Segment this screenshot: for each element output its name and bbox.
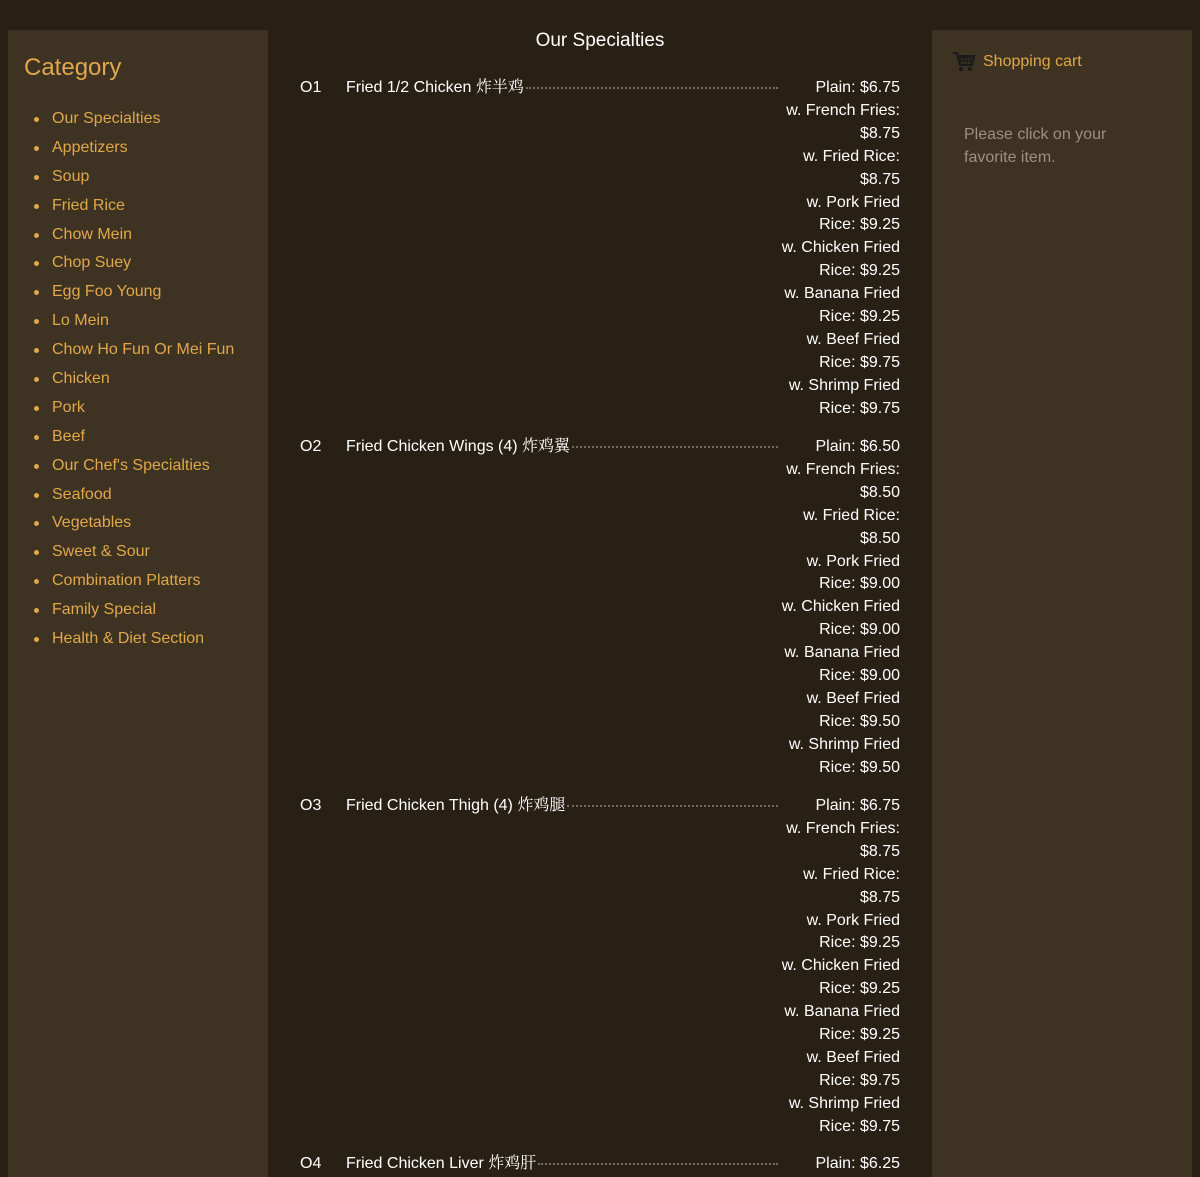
price-line: Rice: $9.25 [819,308,900,326]
price-line: $8.75 [859,888,900,906]
price-line: w. Fried Rice: [803,865,900,883]
price-line: Rice: $9.75 [819,1117,900,1135]
price-line: w. Beef Fried [806,330,900,348]
price-line: w. Pork Fried [806,552,900,570]
item-code: O4 [300,1155,322,1172]
category-item[interactable]: Appetizers [52,137,234,166]
item-code: O3 [300,797,322,814]
price-line: w. Beef Fried [806,689,900,707]
item-code: O1 [300,79,322,96]
item-code: O2 [300,438,322,455]
menu-section [268,30,932,1177]
category-item[interactable]: Fried Rice [52,195,234,224]
price-line: w. Fried Rice: [803,506,900,524]
shopping-cart-link[interactable]: Shopping cart [983,53,1082,70]
shopping-cart-icon [952,51,976,73]
price-line: w. Chicken Fried [781,239,900,257]
price-line: w. Pork Fried [806,193,900,211]
price-line: $8.75 [859,124,900,142]
category-title: Category [24,54,122,81]
item-name[interactable]: Fried Chicken Liver 炸鸡肝 [346,1155,537,1172]
category-sidebar [8,30,268,1177]
category-item[interactable]: Chicken [52,368,234,397]
price-line: w. Fried Rice: [803,147,900,165]
dot-leader [526,77,778,89]
price-line: w. French Fries: [786,819,900,837]
price-line: Rice: $9.75 [819,1071,900,1089]
price-line: w. Pork Fried [806,911,900,929]
category-item[interactable]: Chow Ho Fun Or Mei Fun [52,339,234,368]
price-line: w. Shrimp Fried [788,376,900,394]
price-line: $8.50 [859,529,900,547]
price-line: $8.50 [859,483,900,501]
dot-leader [572,436,778,448]
price-line: Rice: $9.00 [819,667,900,685]
category-item[interactable]: Sweet & Sour [52,541,234,570]
item-prices [776,77,900,421]
category-item[interactable]: Chow Mein [52,224,234,253]
category-item[interactable]: Egg Foo Young [52,281,234,310]
price-line: w. Banana Fried [784,285,900,303]
price-line: $8.75 [859,170,900,188]
item-name[interactable]: Fried Chicken Thigh (4) 炸鸡腿 [346,797,566,814]
price-line: Rice: $9.75 [819,353,900,371]
category-item[interactable]: Combination Platters [52,570,234,599]
shopping-cart-header[interactable] [952,50,1082,74]
cart-empty-hint: Please click on your favorite item. [964,126,1107,166]
price-line: Rice: $9.25 [819,1026,900,1044]
price-line: Rice: $9.25 [819,980,900,998]
price-line: Rice: $9.00 [819,575,900,593]
category-item[interactable]: Lo Mein [52,310,234,339]
price-line: Rice: $9.25 [819,934,900,952]
price-line: Plain: $6.75 [815,797,900,814]
price-line: Plain: $6.75 [815,79,900,96]
category-item[interactable]: Health & Diet Section [52,628,234,657]
category-item[interactable]: Our Specialties [52,108,234,137]
price-line: Rice: $9.50 [819,758,900,776]
price-line: Rice: $9.00 [819,621,900,639]
dot-leader [538,1153,778,1165]
price-line: w. Banana Fried [784,644,900,662]
price-line: w. French Fries: [786,101,900,119]
price-line: w. Chicken Fried [781,598,900,616]
category-item[interactable]: Family Special [52,599,234,628]
price-line: Plain: $6.50 [815,438,900,455]
price-line: w. Beef Fried [806,1048,900,1066]
item-prices [776,436,900,780]
price-line: Rice: $9.25 [819,262,900,280]
category-item[interactable]: Beef [52,426,234,455]
category-item[interactable]: Chop Suey [52,252,234,281]
shopping-cart-panel [932,30,1192,1177]
price-line: w. French Fries: [786,460,900,478]
price-line: Rice: $9.25 [819,216,900,234]
price-line: w. Banana Fried [784,1003,900,1021]
price-line: Plain: $6.25 [815,1155,900,1172]
price-line: $8.75 [859,842,900,860]
item-name[interactable]: Fried 1/2 Chicken 炸半鸡 [346,79,524,96]
price-line: Rice: $9.75 [819,399,900,417]
category-item[interactable]: Pork [52,397,234,426]
category-item[interactable]: Seafood [52,484,234,513]
category-item[interactable]: Soup [52,166,234,195]
price-line: w. Shrimp Fried [788,1094,900,1112]
category-item[interactable]: Our Chef's Specialties [52,455,234,484]
item-name[interactable]: Fried Chicken Wings (4) 炸鸡翼 [346,438,571,455]
dot-leader [567,795,778,807]
category-list [52,108,234,657]
price-line: Rice: $9.50 [819,712,900,730]
item-prices [776,795,900,1139]
item-prices [776,1153,900,1176]
category-item[interactable]: Vegetables [52,512,234,541]
price-line: w. Chicken Fried [781,957,900,975]
price-line: w. Shrimp Fried [788,735,900,753]
section-title: Our Specialties [535,30,665,51]
